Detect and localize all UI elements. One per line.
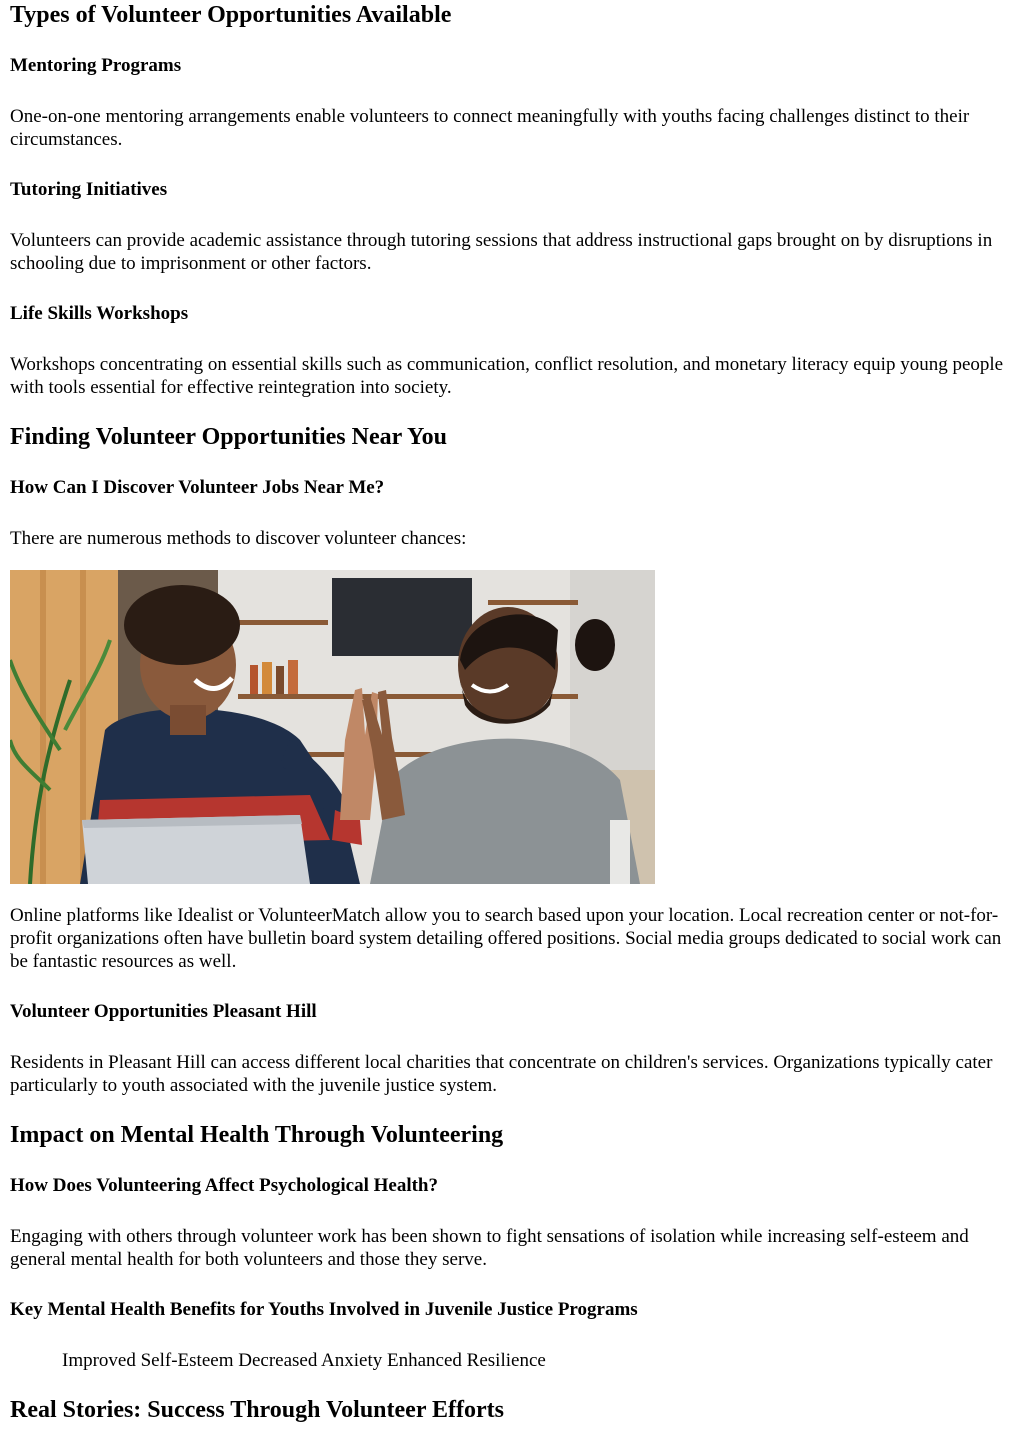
mentoring-body: One-on-one mentoring arrangements enable volunteers to connect meaningfully with youths facing challenges distinct to their circumstances.	[10, 106, 970, 150]
benefits-list	[10, 1349, 1014, 1372]
pleasant-hill-body: Residents in Pleasant Hill can access different local charities that concentrate on children's services. Organizations typically cater particularly to youth associated with the juvenile justice system.	[10, 1052, 993, 1096]
impact-heading: Impact on Mental Health Through Volunteering	[10, 1122, 504, 1148]
discover-body: There are numerous methods to discover volunteer chances:	[10, 528, 467, 549]
types-heading: Types of Volunteer Opportunities Available	[10, 2, 452, 28]
life-skills-title: Life Skills Workshops	[10, 303, 189, 324]
finding-heading: Finding Volunteer Opportunities Near You	[10, 424, 447, 450]
benefits-title: Key Mental Health Benefits for Youths Involved in Juvenile Justice Programs	[10, 1299, 638, 1320]
online-platforms-body: Online platforms like Idealist or VolunteerMatch allow you to search based upon your location. Local recreation center or not-for-profit organizations often have bulletin board system detailing offered positions. Social media groups dedicated to social work can be fantastic resources as well.	[10, 905, 1002, 972]
benefit-item: Enhanced Resilience	[387, 1350, 546, 1371]
discover-title: How Can I Discover Volunteer Jobs Near Me?	[10, 477, 385, 498]
mentor-high-five-photo	[10, 570, 655, 884]
psych-title: How Does Volunteering Affect Psychological Health?	[10, 1175, 438, 1196]
benefit-item: Decreased Anxiety	[238, 1350, 383, 1371]
benefit-item: Improved Self-Esteem	[62, 1350, 234, 1371]
photo-illustration	[10, 570, 655, 884]
life-skills-body: Workshops concentrating on essential skills such as communication, conflict resolution, and monetary literacy equip young people with tools essential for effective reintegration into society.	[10, 354, 1004, 398]
psych-body: Engaging with others through volunteer work has been shown to fight sensations of isolation while increasing self-esteem and general mental health for both volunteers and those they serve.	[10, 1226, 969, 1270]
tutoring-body: Volunteers can provide academic assistance through tutoring sessions that address instructional gaps brought on by disruptions in schooling due to imprisonment or other factors.	[10, 230, 993, 274]
mentoring-title: Mentoring Programs	[10, 55, 182, 76]
pleasant-hill-title: Volunteer Opportunities Pleasant Hill	[10, 1001, 317, 1022]
tutoring-title: Tutoring Initiatives	[10, 179, 168, 200]
stories-heading: Real Stories: Success Through Volunteer Efforts	[10, 1397, 505, 1423]
